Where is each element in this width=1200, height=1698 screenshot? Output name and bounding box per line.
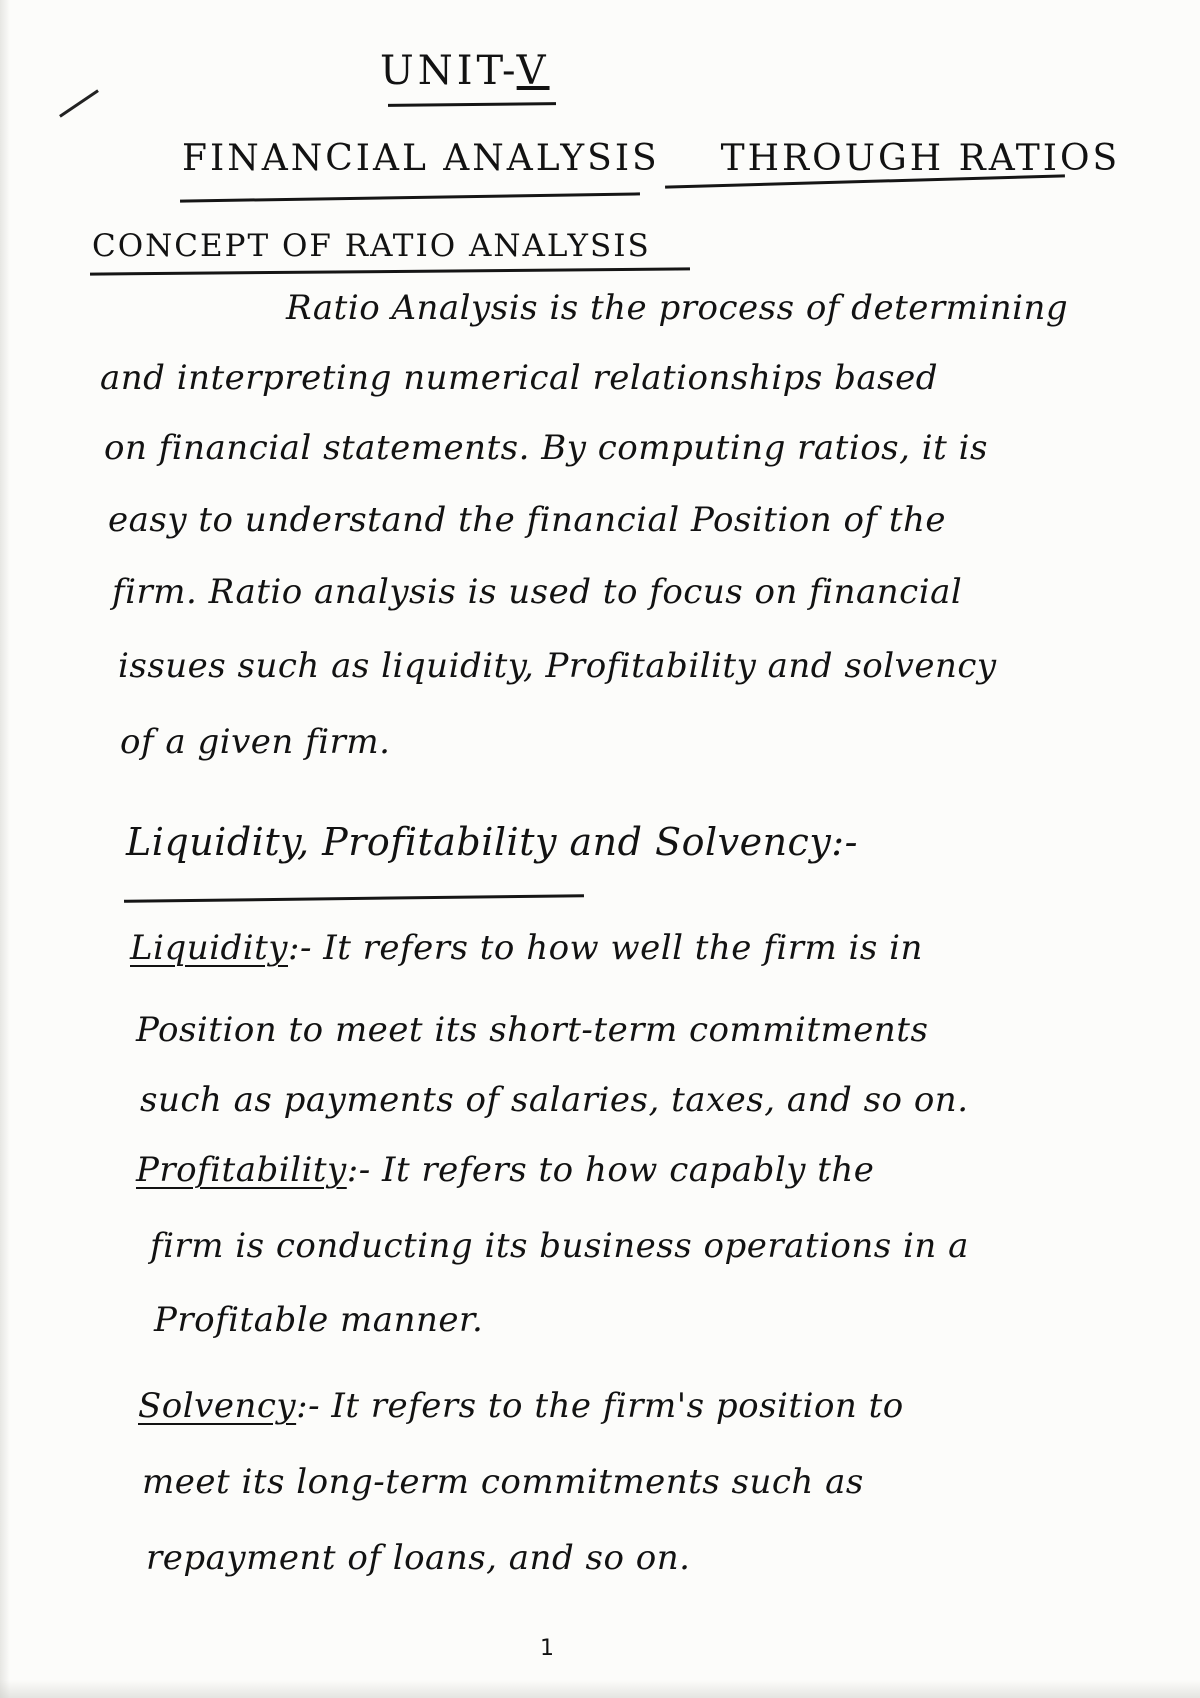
solvency-line-1 <box>138 1386 904 1426</box>
subsection-heading-underline <box>124 894 584 903</box>
liquidity-line-1 <box>130 928 923 968</box>
profitability-separator: :- <box>346 1150 371 1190</box>
subsection-heading: Liquidity, Profitability and Solvency:- <box>126 820 858 864</box>
unit-numeral: V <box>516 48 550 94</box>
unit-title <box>380 48 550 94</box>
liquidity-line-2: Position to meet its short-term commitments <box>136 1010 929 1050</box>
solvency-separator: :- <box>296 1386 321 1426</box>
main-title-part-1: FINANCIAL ANALYSIS <box>182 138 660 179</box>
main-title <box>182 138 1120 179</box>
para-line-5: firm. Ratio analysis is used to focus on financial <box>112 572 963 612</box>
profitability-line-2: firm is conducting its business operations in a <box>150 1226 969 1266</box>
profitability-line-1 <box>136 1150 874 1190</box>
section-heading: CONCEPT OF RATIO ANALYSIS <box>92 228 651 264</box>
unit-title-underline <box>388 102 556 107</box>
section-heading-underline <box>90 267 690 275</box>
para-line-3: on financial statements. By computing ratios, it is <box>104 428 988 468</box>
para-line-1: Ratio Analysis is the process of determining <box>286 288 1069 328</box>
page-bottom-shadow <box>0 1680 1200 1698</box>
solvency-term: Solvency <box>138 1386 297 1426</box>
page-left-shadow <box>0 0 10 1698</box>
solvency-text-1: It refers to the firm's position to <box>320 1386 904 1426</box>
liquidity-line-3: such as payments of salaries, taxes, and so on. <box>140 1080 969 1120</box>
main-title-underline-1 <box>180 192 640 202</box>
solvency-line-2: meet its long-term commitments such as <box>142 1462 864 1502</box>
liquidity-term: Liquidity <box>130 928 288 968</box>
unit-prefix: UNIT- <box>380 48 517 94</box>
liquidity-text-1: It refers to how well the firm is in <box>311 928 923 968</box>
liquidity-separator: :- <box>288 928 312 968</box>
profitability-term: Profitability <box>136 1150 347 1190</box>
page-number: 1 <box>540 1636 554 1661</box>
profitability-line-3: Profitable manner. <box>154 1300 484 1340</box>
para-line-2: and interpreting numerical relationships based <box>100 358 939 398</box>
para-line-7: of a given firm. <box>120 722 391 762</box>
para-line-4: easy to understand the financial Position of the <box>108 500 947 540</box>
profitability-text-1: It refers to how capably the <box>370 1150 875 1190</box>
solvency-line-3: repayment of loans, and so on. <box>146 1538 691 1578</box>
main-title-part-2: THROUGH RATIOS <box>720 138 1121 179</box>
para-line-6: issues such as liquidity, Profitability and solvency <box>118 646 997 686</box>
margin-pen-stroke <box>59 89 99 117</box>
